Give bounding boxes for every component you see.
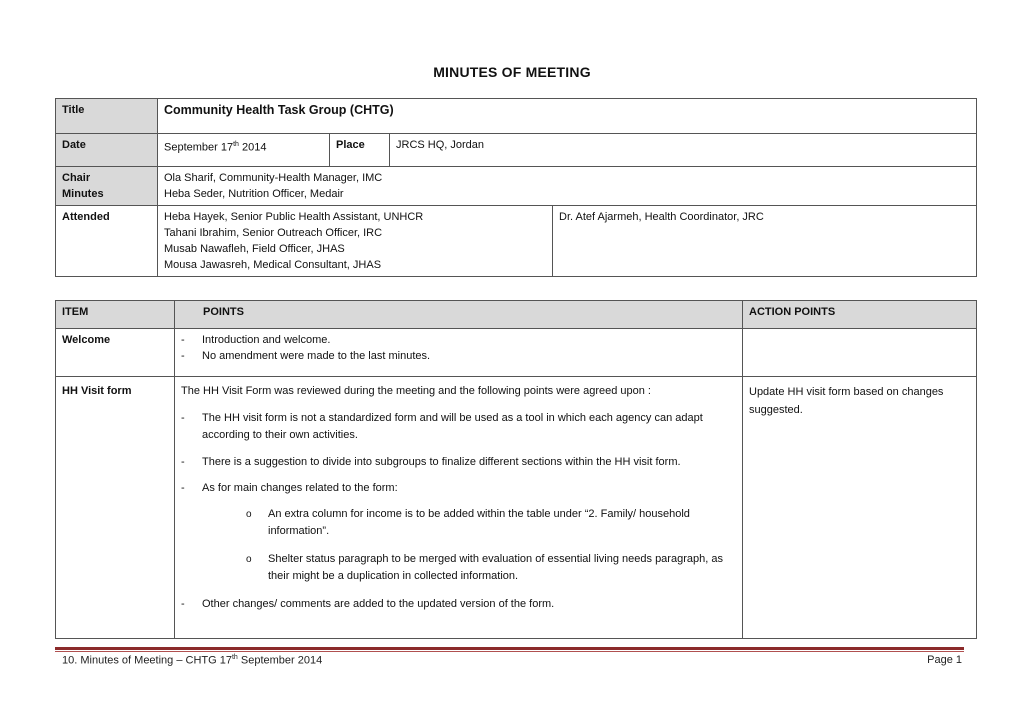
hh-intro: The HH Visit Form was reviewed during the meeting and the following points were agreed upon : [181, 385, 651, 397]
minutes-value: Heba Seder, Nutrition Officer, Medair [164, 188, 344, 200]
attendee: Tahani Ibrahim, Senior Outreach Officer, IRC [164, 227, 383, 239]
title-value: Community Health Task Group (CHTG) [158, 99, 977, 134]
attended-left [158, 206, 553, 277]
item-header: ITEM [56, 301, 175, 329]
footer-document-name: 10. Minutes of Meeting – CHTG 17th September 2014 [62, 654, 323, 667]
footer-divider [55, 647, 964, 650]
attended-right [553, 206, 977, 277]
agenda-table [55, 300, 977, 639]
hh-item: HH Visit form [56, 377, 175, 639]
attendee: Heba Hayek, Senior Public Health Assistant, UNHCR [164, 211, 424, 223]
list-item: - There is a suggestion to divide into subgroups to finalize different sections within the HH visit form. [181, 454, 736, 472]
attended-label: Attended [56, 206, 158, 277]
points-header: POINTS [175, 301, 743, 329]
footer-divider-thin [55, 651, 964, 652]
page-number: Page 1 [927, 654, 962, 666]
action-header: ACTION POINTS [743, 301, 977, 329]
date-value: September 17th 2014 [158, 134, 330, 167]
welcome-action [743, 329, 977, 377]
sub-list-item: o An extra column for income is to be added within the table under “2. Family/ household information”. [246, 506, 736, 541]
place-value: JRCS HQ, Jordan [390, 134, 977, 167]
document-title: MINUTES OF MEETING [433, 64, 591, 80]
date-label: Date [56, 134, 158, 167]
chair-minutes-labels: Chair Minutes [56, 167, 158, 206]
welcome-points [175, 329, 743, 377]
meeting-info-table [55, 98, 977, 277]
hh-points [175, 377, 743, 639]
list-item: - Other changes/ comments are added to the updated version of the form. [181, 596, 736, 614]
list-item: - As for main changes related to the form: o An extra column for income is to be added within the table under “2. Family/ household information”. o Shelter status paragraph to be merged with evaluation of essential living needs paragraph, as their might be a duplication in collected information. [181, 480, 736, 586]
list-item: - The HH visit form is not a standardized form and will be used as a tool in which each agency can adapt according to their own activities. [181, 410, 736, 445]
sub-list-item: o Shelter status paragraph to be merged with evaluation of essential living needs paragraph, as their might be a duplication in collected information. [246, 551, 736, 586]
attendee: Dr. Atef Ajarmeh, Health Coordinator, JRC [559, 211, 764, 223]
place-label: Place [330, 134, 390, 167]
list-item: - No amendment were made to the last minutes. [181, 348, 736, 364]
welcome-item: Welcome [56, 329, 175, 377]
chair-value: Ola Sharif, Community-Health Manager, IMC [164, 172, 383, 184]
hh-action: Update HH visit form based on changes suggested. [743, 377, 977, 639]
list-item: - Introduction and welcome. [181, 332, 736, 348]
title-label: Title [56, 99, 158, 134]
chair-minutes-values [158, 167, 977, 206]
attendee: Mousa Jawasreh, Medical Consultant, JHAS [164, 259, 382, 271]
attendee: Musab Nawafleh, Field Officer, JHAS [164, 243, 345, 255]
